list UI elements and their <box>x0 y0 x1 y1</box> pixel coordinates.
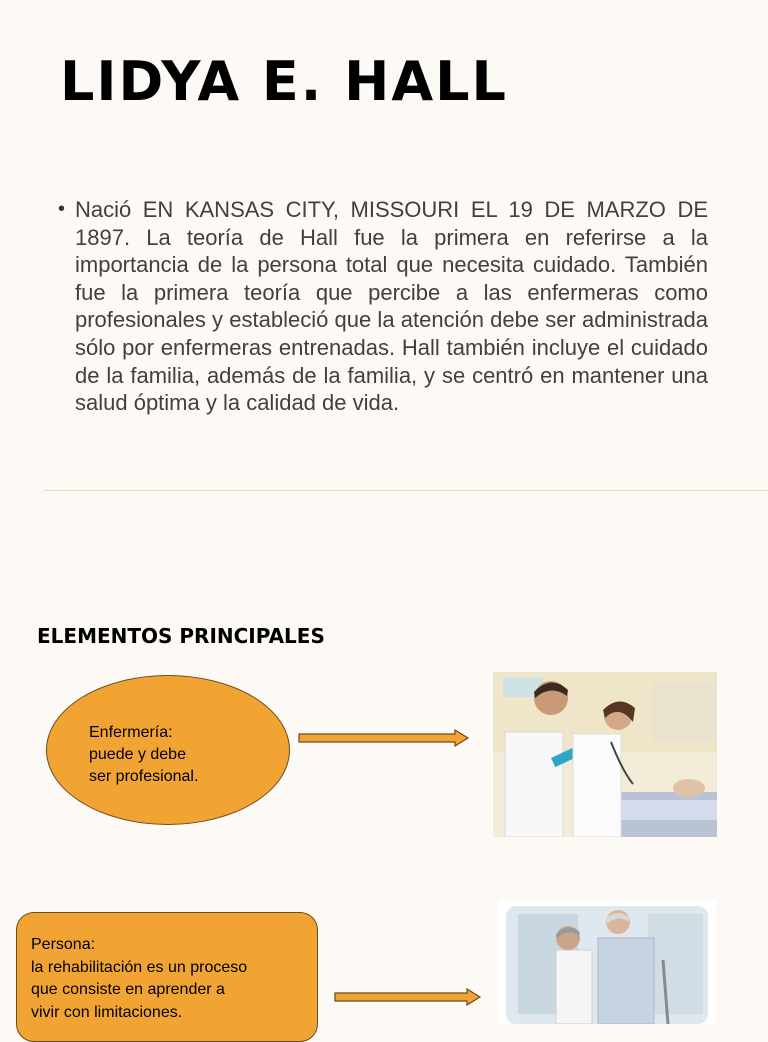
person-text: Persona: la rehabilitación es un proceso que consiste en aprender a vivir con limitaciones. <box>31 936 248 1021</box>
divider-line <box>44 490 768 491</box>
slide-title: LIDYA E. HALL <box>60 50 508 113</box>
right-arrow-icon <box>334 988 482 1006</box>
elderly-patient-walking-photo <box>498 900 716 1024</box>
nurses-with-patient-photo <box>493 672 717 837</box>
bullet-item <box>58 196 708 417</box>
nursing-text: Enfermería: puede y debe ser profesional. <box>89 724 199 785</box>
bullet-dot-icon: • <box>58 198 66 220</box>
right-arrow-icon <box>298 729 470 747</box>
section-heading: ELEMENTOS PRINCIPALES <box>37 624 325 648</box>
bullet-text: Nació EN KANSAS CITY, MISSOURI EL 19 DE MARZO DE 1897. La teoría de Hall fue la primera en referirse a la importancia de la persona total que necesita cuidado. También fue la primera teoría que percibe a las enfermeras como profesionales y estableció que la atención debe ser administrada sólo por enfermeras entrenadas. Hall también incluye el cuidado de la familia, además de la familia, y se centró en mantener una salud óptima y la calidad de vida. <box>75 197 708 416</box>
